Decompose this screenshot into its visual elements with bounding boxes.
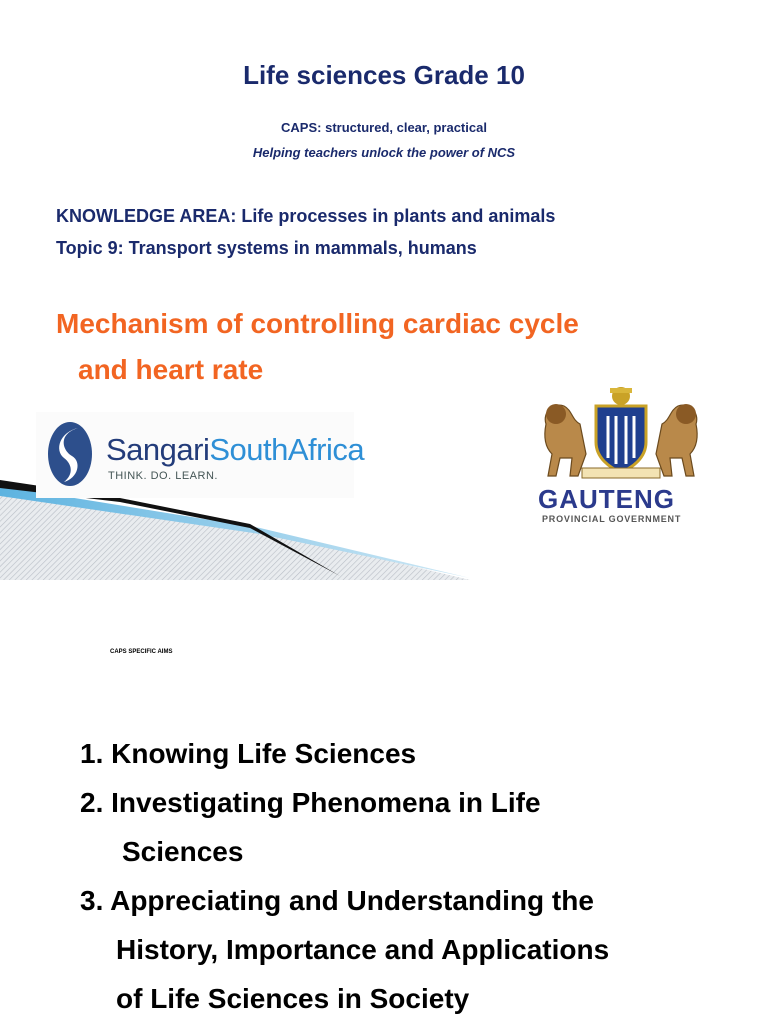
gauteng-name: GAUTENG [538,484,675,514]
caps-tagline: Helping teachers unlock the power of NCS [252,145,516,160]
gauteng-subtitle: PROVINCIAL GOVERNMENT [542,514,682,524]
page-title: Life sciences Grade 10 [243,60,525,90]
aim-item-3-cont-2: of Life Sciences in Society [116,983,470,1014]
sangari-name-part1: Sangari [106,432,210,467]
aim-item-2-cont: Sciences [122,836,244,867]
slide-aims [0,580,768,1024]
gauteng-coat-of-arms-icon [532,384,710,484]
heading-line-1: Mechanism of controlling cardiac cycle [56,308,579,339]
sangari-name-part2: SouthAfrica [209,432,365,467]
aim-item-2: 2. Investigating Phenomena in Life [80,787,541,818]
topic-line: Topic 9: Transport systems in mammals, humans [56,238,477,258]
aims-label: CAPS SPECIFIC AIMS [110,649,173,655]
knowledge-area: KNOWLEDGE AREA: Life processes in plants and animals [56,206,556,226]
sangari-swirl-icon [44,418,100,490]
sangari-logo [36,412,365,498]
gauteng-logo [532,384,710,530]
aim-item-1: 1. Knowing Life Sciences [80,738,417,769]
sangari-name [106,432,364,468]
aim-item-3-cont-1: History, Importance and Applications [116,934,610,965]
heading-line-2: and heart rate [78,354,264,385]
aim-item-3: 3. Appreciating and Understanding the [80,885,594,916]
caps-line: CAPS: structured, clear, practical [281,120,487,135]
sangari-tagline: THINK. DO. LEARN. [108,470,218,482]
